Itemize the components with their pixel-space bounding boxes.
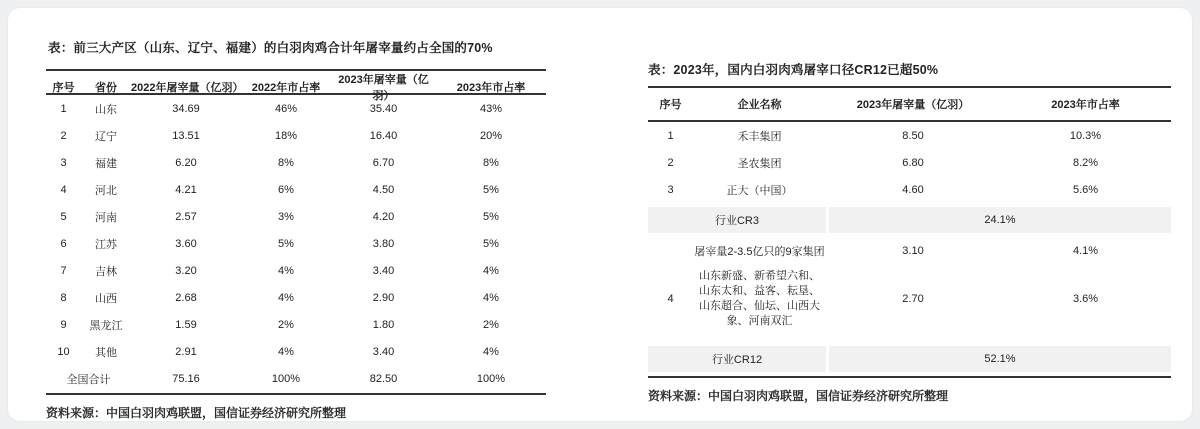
table-row	[648, 122, 1171, 149]
column-header: 2023年屠宰量（亿羽）	[338, 74, 429, 102]
cell-province: 吉林	[95, 265, 117, 278]
cell-seq: 3	[667, 183, 674, 196]
cell-volume-2023: 3.80	[372, 237, 395, 250]
province-table-section	[46, 38, 546, 421]
cell-seq: 5	[60, 210, 67, 223]
table-header-row	[648, 88, 1171, 122]
cell-volume-2023: 4.50	[372, 183, 395, 196]
company-table	[648, 86, 1171, 378]
cell-share-2023: 5%	[483, 183, 499, 196]
cell-volume-2023: 3.40	[372, 264, 395, 277]
cell-seq: 7	[60, 264, 67, 277]
left-table-title: 表：前三大产区（山东、辽宁、福建）的白羽肉鸡合计年屠宰量约占全国的70%	[48, 41, 493, 55]
right-table-source: 资料来源：中国白羽肉鸡联盟，国信证券经济研究所整理	[648, 389, 949, 403]
cell-share-2022: 4%	[278, 291, 294, 304]
cell-volume-2023: 6.70	[372, 156, 395, 169]
total-row	[46, 365, 546, 393]
cell-share-2023: 5%	[483, 237, 499, 250]
cell-volume-2022: 3.60	[175, 237, 197, 250]
cell-seq: 1	[667, 129, 674, 142]
cell-share-2023: 43%	[479, 102, 503, 115]
cell-company: 正大（中国）	[726, 184, 793, 197]
cell-share-2022: 3%	[278, 210, 294, 223]
cell-volume-2023: 4.20	[372, 210, 395, 223]
column-header: 序号	[659, 99, 682, 111]
cell-volume-2022: 4.21	[175, 183, 197, 196]
cell-seq: 6	[60, 237, 67, 250]
cell-volume-2022: 1.59	[175, 318, 197, 331]
cell-share-2023: 3.6%	[1072, 293, 1099, 305]
cell-seq: 3	[60, 156, 67, 169]
cell-share-2023: 4%	[483, 264, 499, 277]
cell-share-2022: 46%	[274, 102, 298, 115]
cr12-value: 52.1%	[829, 346, 1171, 372]
cell-volume-2022: 6.20	[175, 156, 197, 169]
cell-share-2022: 6%	[278, 183, 294, 196]
report-card	[8, 8, 1192, 421]
cell-province: 河北	[95, 184, 117, 197]
cell-seq: 2	[60, 129, 67, 142]
cell-volume-2022: 3.20	[175, 264, 197, 277]
cell-province: 其他	[95, 346, 117, 359]
cell-volume-2023: 2.90	[372, 291, 395, 304]
cell-total-share-2023: 100%	[476, 373, 506, 385]
cell-volume-2023: 6.80	[902, 156, 924, 169]
column-header: 2023年市占率	[456, 82, 526, 94]
cell-province: 山东	[95, 103, 117, 116]
cell-seq: 4	[60, 183, 67, 196]
cell-volume-2022: 2.68	[175, 291, 197, 304]
table-row	[46, 338, 546, 365]
cell-share-2022: 4%	[278, 264, 294, 277]
cr3-summary-row	[648, 207, 1171, 233]
province-table	[46, 69, 546, 395]
cell-group-name: 屠宰量2-3.5亿只的9家集团	[694, 245, 825, 258]
cell-seq: 2	[667, 156, 674, 169]
cell-volume-2022: 34.69	[172, 102, 200, 115]
cell-company-list: 山东新盛、新希望六和、山东太和、益客、耘垦、山东超合、仙坛、山西大象、河南双汇	[699, 270, 820, 327]
table-row	[46, 203, 546, 230]
cell-share-2023: 2%	[483, 318, 499, 331]
cell-share-2022: 4%	[278, 345, 294, 358]
cell-province: 山西	[95, 292, 117, 305]
table-row	[46, 122, 546, 149]
cell-total-volume-2022: 75.16	[172, 373, 200, 385]
column-header: 企业名称	[737, 99, 782, 111]
cell-province: 江苏	[95, 238, 117, 251]
cell-company: 圣农集团	[737, 157, 782, 170]
cell-volume-2023: 8.50	[902, 129, 924, 142]
column-header: 序号	[52, 82, 75, 94]
cell-province: 辽宁	[95, 130, 117, 143]
cell-volume-2022: 13.51	[172, 129, 200, 142]
cell-volume-2023: 3.40	[372, 345, 395, 358]
cell-volume-2023: 2.70	[902, 293, 924, 305]
cell-seq: 1	[60, 102, 67, 115]
cell-share-2023: 5%	[483, 210, 499, 223]
cell-share-2023: 20%	[479, 129, 503, 142]
cell-seq: 10	[57, 345, 70, 358]
table-row	[46, 176, 546, 203]
group9-row	[648, 237, 1171, 264]
group-companies-row	[648, 264, 1171, 334]
column-header: 2023年屠宰量（亿羽）	[856, 99, 970, 111]
cell-total-volume-2023: 82.50	[369, 373, 398, 385]
cell-share-2022: 8%	[278, 156, 294, 169]
cell-seq: 4	[667, 293, 674, 305]
cell-volume-2023: 35.40	[369, 102, 398, 115]
table-row	[46, 230, 546, 257]
cell-share-2023: 4%	[483, 291, 499, 304]
cell-company: 禾丰集团	[737, 130, 782, 143]
cell-seq: 9	[60, 318, 67, 331]
cell-province: 福建	[95, 157, 117, 170]
cell-share-2022: 5%	[278, 237, 294, 250]
column-header: 2023年市占率	[1051, 99, 1120, 111]
table-row	[648, 176, 1171, 203]
cell-total-share-2022: 100%	[271, 373, 301, 385]
company-table-section	[648, 60, 1171, 404]
cell-share-2023: 4.1%	[1072, 244, 1099, 257]
cr12-summary-row	[648, 346, 1171, 372]
cr12-label: 行业CR12	[648, 346, 826, 372]
cell-share-2023: 10.3%	[1069, 129, 1102, 142]
cell-volume-2023: 1.80	[372, 318, 395, 331]
cell-volume-2022: 2.57	[175, 210, 197, 223]
left-table-source: 资料来源：中国白羽肉鸡联盟，国信证券经济研究所整理	[46, 406, 347, 420]
cell-share-2023: 5.6%	[1072, 183, 1099, 196]
table-header-row	[46, 71, 546, 102]
table-row	[648, 149, 1171, 176]
cell-share-2022: 18%	[274, 129, 298, 142]
cell-volume-2023: 16.40	[369, 129, 398, 142]
right-table-title: 表：2023年，国内白羽肉鸡屠宰口径CR12已超50%	[648, 63, 939, 77]
table-row	[46, 95, 546, 122]
cell-share-2023: 4%	[483, 345, 499, 358]
cell-share-2022: 2%	[278, 318, 294, 331]
column-header: 2022年市占率	[251, 82, 321, 94]
cr3-value: 24.1%	[829, 207, 1171, 233]
cell-seq: 8	[60, 291, 67, 304]
cell-volume-2023: 3.10	[902, 244, 924, 257]
cell-volume-2022: 2.91	[175, 345, 197, 358]
table-row	[46, 257, 546, 284]
table-row	[46, 284, 546, 311]
column-header: 省份	[95, 82, 117, 94]
cell-volume-2023: 4.60	[902, 183, 924, 196]
cr3-label: 行业CR3	[648, 207, 826, 233]
column-header: 2022年屠宰量（亿羽）	[131, 82, 244, 94]
table-row	[46, 149, 546, 176]
cell-province: 黑龙江	[89, 319, 123, 332]
cell-province: 河南	[95, 211, 117, 224]
cell-total-label: 全国合计	[66, 374, 111, 386]
cell-share-2023: 8%	[483, 156, 499, 169]
cell-share-2023: 8.2%	[1072, 156, 1099, 169]
table-row	[46, 311, 546, 338]
